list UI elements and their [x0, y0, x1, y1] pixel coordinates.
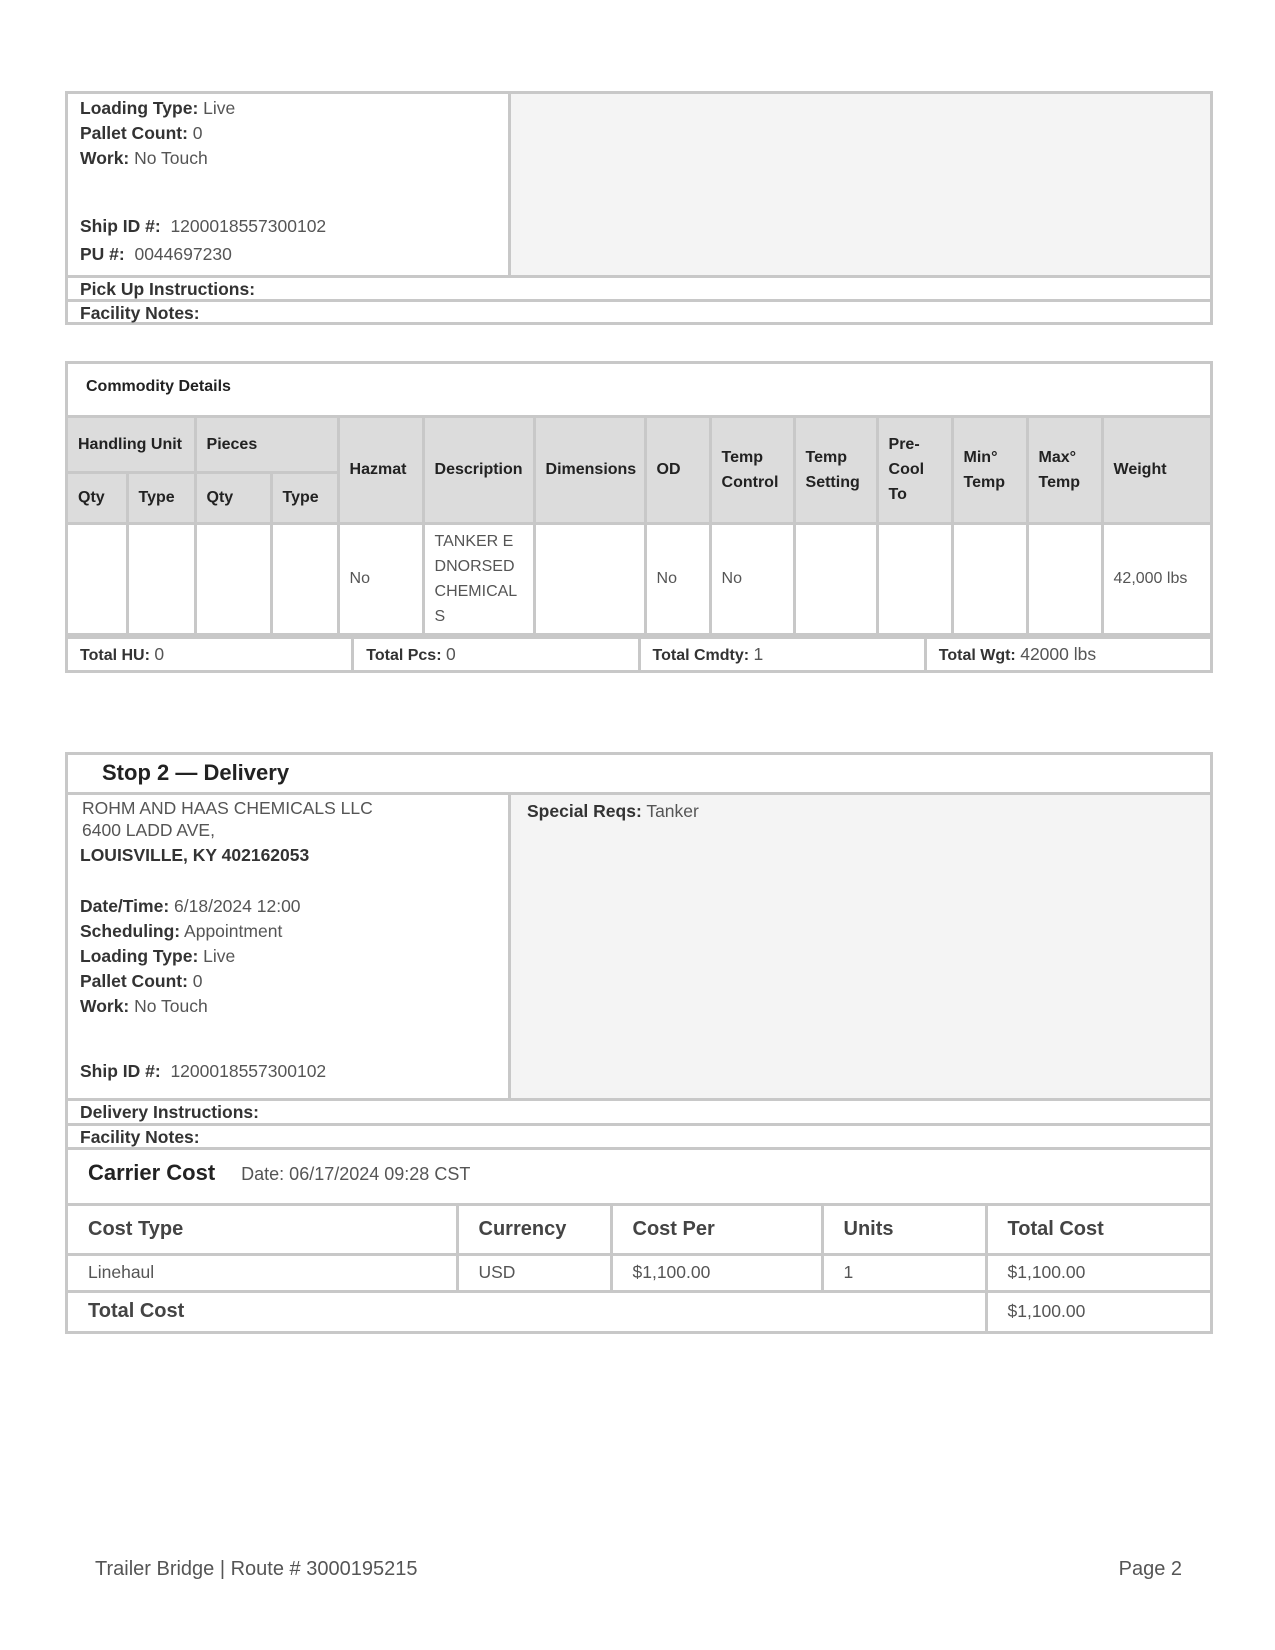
- max-temp-cell: [1027, 523, 1102, 634]
- total-wgt: [927, 639, 1210, 670]
- ship-id-value: 1200018557300102: [170, 216, 327, 236]
- total-cmdty-value: 1: [753, 643, 764, 664]
- carrier-cost: [65, 1147, 1213, 1334]
- total-hu: [68, 639, 354, 670]
- page-number: Page 2: [1118, 1558, 1182, 1580]
- pcs-qty-cell: [195, 523, 271, 634]
- temp-control-cell: No: [710, 523, 794, 634]
- min-temp-header: Min° Temp: [952, 418, 1027, 523]
- od-cell: No: [645, 523, 710, 634]
- pallet-count-value: 0: [192, 123, 203, 143]
- currency-header: Currency: [457, 1206, 611, 1254]
- facility-notes: [68, 1123, 1210, 1150]
- facility-notes-label: Facility Notes:: [80, 1127, 200, 1147]
- units-header: Units: [822, 1206, 986, 1254]
- pick-up-instructions: [68, 275, 1210, 300]
- stop-1-info: [68, 94, 511, 275]
- consignee-name: ROHM AND HAAS CHEMICALS LLC: [82, 798, 373, 818]
- work-value: No Touch: [134, 148, 208, 168]
- special-reqs-value: Tanker: [646, 801, 699, 821]
- od-header: OD: [645, 418, 710, 523]
- delivery-instructions-label: Delivery Instructions:: [80, 1102, 259, 1122]
- stop-2-info: [68, 795, 511, 1098]
- hazmat-header: Hazmat: [338, 418, 423, 523]
- datetime-value: 6/18/2024 12:00: [174, 896, 301, 916]
- currency-cell: USD: [457, 1254, 611, 1291]
- total-pcs-value: 0: [445, 643, 456, 664]
- cost-header-row: [68, 1206, 1210, 1254]
- pcs-type-cell: [271, 523, 338, 634]
- min-temp-cell: [952, 523, 1027, 634]
- carrier-cost-header: [68, 1150, 1210, 1206]
- handling-unit-header: Handling Unit: [68, 418, 195, 472]
- facility-notes-label: Facility Notes:: [80, 303, 200, 323]
- stop-2-delivery: [65, 752, 1213, 1147]
- total-cost-header: Total Cost: [986, 1206, 1210, 1254]
- footer-route: Trailer Bridge | Route # 3000195215: [95, 1558, 418, 1580]
- scheduling-value: Appointment: [184, 921, 283, 941]
- ship-id-label: Ship ID #:: [80, 1061, 161, 1081]
- units-cell: 1: [822, 1254, 986, 1291]
- loading-type-value: Live: [203, 98, 236, 118]
- pcs-type-header: Type: [271, 472, 338, 523]
- total-cost-label: Total Cost: [68, 1291, 986, 1331]
- total-cost-row: [68, 1291, 1210, 1331]
- delivery-instructions: [68, 1098, 1210, 1123]
- ship-id-value: 1200018557300102: [170, 1061, 327, 1081]
- stop-1-notes-panel: [511, 94, 1210, 275]
- cost-type-cell: Linehaul: [68, 1254, 457, 1291]
- dimensions-header: Dimensions: [534, 418, 645, 523]
- work-value: No Touch: [134, 996, 208, 1016]
- total-cost-value: $1,100.00: [986, 1291, 1210, 1331]
- work-label: Work:: [80, 148, 130, 168]
- pallet-count-label: Pallet Count:: [80, 123, 188, 143]
- total-cost-cell: $1,100.00: [986, 1254, 1210, 1291]
- carrier-cost-table: [68, 1206, 1210, 1331]
- total-pcs-label: Total Pcs:: [366, 646, 442, 664]
- pcs-qty-header: Qty: [195, 472, 271, 523]
- carrier-cost-title: Carrier Cost: [88, 1160, 216, 1185]
- pick-up-instructions-label: Pick Up Instructions:: [80, 279, 256, 299]
- hazmat-cell: No: [338, 523, 423, 634]
- total-hu-label: Total HU:: [80, 646, 150, 664]
- stop-2-title: Stop 2 — Delivery: [68, 755, 1210, 795]
- special-reqs-label: Special Reqs:: [527, 801, 642, 821]
- total-wgt-label: Total Wgt:: [938, 646, 1016, 664]
- total-wgt-value: 42000 lbs: [1020, 643, 1097, 664]
- carrier-cost-date: Date: 06/17/2024 09:28 CST: [241, 1164, 471, 1184]
- hu-type-header: Type: [127, 472, 195, 523]
- pieces-header: Pieces: [195, 418, 338, 472]
- commodity-header-row: [68, 418, 1210, 472]
- commodity-totals: [68, 636, 1210, 670]
- hu-type-cell: [127, 523, 195, 634]
- commodity-details: [65, 361, 1213, 673]
- loading-type-label: Loading Type:: [80, 98, 199, 118]
- consignee-address: 6400 LADD AVE,: [82, 820, 215, 840]
- hu-qty-header: Qty: [68, 472, 127, 523]
- pallet-count-value: 0: [192, 971, 203, 991]
- ship-id-label: Ship ID #:: [80, 216, 161, 236]
- commodity-title: Commodity Details: [68, 364, 1210, 418]
- facility-notes: [68, 299, 1210, 324]
- total-cmdty: [641, 639, 927, 670]
- loading-type-value: Live: [203, 946, 236, 966]
- total-cmdty-label: Total Cmdty:: [652, 646, 750, 664]
- total-pcs: [354, 639, 640, 670]
- stop-1-details: [65, 91, 1213, 325]
- max-temp-header: Max° Temp: [1027, 418, 1102, 523]
- total-hu-value: 0: [154, 643, 165, 664]
- temp-setting-header: Temp Setting: [794, 418, 877, 523]
- pu-label: PU #:: [80, 244, 125, 264]
- datetime-label: Date/Time:: [80, 896, 170, 916]
- scheduling-label: Scheduling:: [80, 921, 181, 941]
- temp-control-header: Temp Control: [710, 418, 794, 523]
- pre-cool-to-header: Pre-Cool To: [877, 418, 952, 523]
- consignee-city: LOUISVILLE, KY 402162053: [80, 845, 310, 865]
- temp-setting-cell: [794, 523, 877, 634]
- dimensions-cell: [534, 523, 645, 634]
- cost-per-header: Cost Per: [611, 1206, 822, 1254]
- commodity-table: [68, 418, 1210, 636]
- stop-2-notes-panel: [511, 795, 1210, 1098]
- pu-value: 0044697230: [134, 244, 232, 264]
- work-label: Work:: [80, 996, 130, 1016]
- cost-type-header: Cost Type: [68, 1206, 457, 1254]
- pallet-count-label: Pallet Count:: [80, 971, 188, 991]
- hu-qty-cell: [68, 523, 127, 634]
- weight-cell: 42,000 lbs: [1102, 523, 1210, 634]
- description-cell: TANKER EDNORSED CHEMICALS: [423, 523, 534, 634]
- loading-type-label: Loading Type:: [80, 946, 199, 966]
- table-row: [68, 1254, 1210, 1291]
- pre-cool-to-cell: [877, 523, 952, 634]
- commodity-row: [68, 523, 1210, 634]
- cost-per-cell: $1,100.00: [611, 1254, 822, 1291]
- weight-header: Weight: [1102, 418, 1210, 523]
- description-header: Description: [423, 418, 534, 523]
